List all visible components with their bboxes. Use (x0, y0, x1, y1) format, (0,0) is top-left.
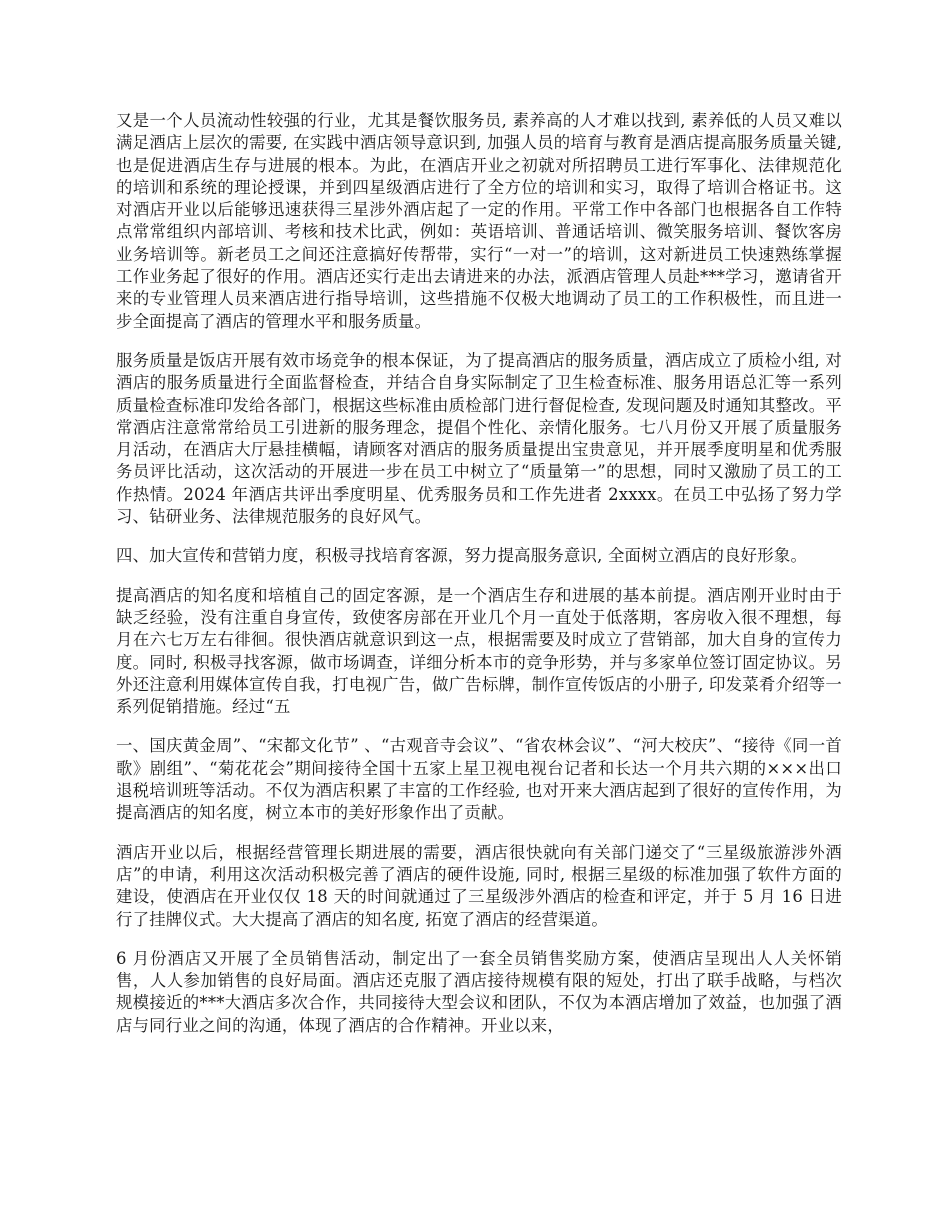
paragraph-events: 一、国庆黄金周”、“宋都文化节” 、“古观音寺会议”、“省农林会议”、“河大校庆”、“接待《同一首歌》剧组”、“菊花花会”期间接待全国十五家上星卫视电视台记者和长达一个月共六期的×××出口退税培训班等活动。不仅为酒店积累了丰富的工作经验, 也对开来大酒店起到了很好的宣传作用，为提高酒店的知名度，树立本市的美好形象作出了贡献。 (116, 736, 842, 823)
paragraph-service-quality: 服务质量是饭店开展有效市场竞争的根本保证，为了提高酒店的服务质量，酒店成立了质检小组, 对酒店的服务质量进行全面监督检查，并结合自身实际制定了卫生检查标准、服务用语总汇等一系列质量检查标准印发给各部门，根据这些标准由质检部门进行督促检查, 发现问题及时通知其整改。平常酒店注意常常给员工引进新的服务理念，提倡个性化、亲情化服务。七八月份又开展了质量服务月活动，在酒店大厅悬挂横幅，请顾客对酒店的服务质量提出宝贵意见，并开展季度明星和优秀服务员评比活动，这次活动的开展进一步在员工中树立了“质量第一”的思想，同时又激励了员工的工作热情。2024 年酒店共评出季度明星、优秀服务员和工作先进者 2xxxx。在员工中弘扬了努力学习、钻研业务、法律规范服务的良好风气。 (116, 350, 842, 527)
paragraph-publicity: 提高酒店的知名度和培植自己的固定客源，是一个酒店生存和进展的基本前提。酒店刚开业时由于缺乏经验，没有注重自身宣传，致使客房部在开业几个月一直处于低落期，客房收入很不理想，每月在六七万左右徘徊。很快酒店就意识到这一点，根据需要及时成立了营销部，加大自身的宣传力度。同时, 积极寻找客源，做市场调查，详细分析本市的竞争形势，并与多家单位签订固定协议。另外还注意利用媒体宣传自我，打电视广告，做广告标牌，制作宣传饭店的小册子, 印发菜肴介绍等一系列促销措施。经过“五 (116, 585, 842, 717)
paragraph-star-rating: 酒店开业以后，根据经营管理长期进展的需要，酒店很快就向有关部门递交了“三星级旅游涉外酒店”的申请，利用这次活动积极完善了酒店的硬件设施, 同时, 根据三星级的标准加强了软件方面的建设，使酒店在开业仅仅 18 天的时间就通过了三星级涉外酒店的检查和评定，并于 5 月 16 日进行了挂牌仪式。大大提高了酒店的知名度, 拓宽了酒店的经营渠道。 (116, 842, 842, 929)
section-heading-marketing: 四、加大宣传和营销力度，积极寻找培育客源，努力提高服务意识, 全面树立酒店的良好形象。 (116, 546, 808, 566)
paragraph-staff-training: 又是一个人员流动性较强的行业，尤其是餐饮服务员, 素养高的人才难以找到, 素养低的人员又难以满足酒店上层次的需要, 在实践中酒店领导意识到, 加强人员的培育与教育是酒店提高服务质量关键, 也是促进酒店生存与进展的根本。为此，在酒店开业之初就对所招聘员工进行军事化、法律规范化的培训和系统的理论授课，并到四星级酒店进行了全方位的培训和实习，取得了培训合格证书。这对酒店开业以后能够迅速获得三星涉外酒店起了一定的作用。平常工作中各部门也根据各自工作特点常常组织内部培训、考核和技术比武，例如：英语培训、普通话培训、微笑服务培训、餐饮客房业务培训等。新老员工之间还注意搞好传帮带，实行“一对一”的培训，这对新进员工快速熟练掌握工作业务起了很好的作用。酒店还实行走出去请进来的办法，派酒店管理人员赴***学习，邀请省开来的专业管理人员来酒店进行指导培训，这些措施不仅极大地调动了员工的工作积极性，而且进一步全面提高了酒店的管理水平和服务质量。 (116, 111, 842, 331)
paragraph-sales: 6 月份酒店又开展了全员销售活动，制定出了一套全员销售奖励方案，使酒店呈现出人人关怀销售，人人参加销售的良好局面。酒店还克服了酒店接待规模有限的短处，打出了联手战略，与档次规模接近的***大酒店多次合作，共同接待大型会议和团队，不仅为本酒店增加了效益，也加强了酒店与同行业之间的沟通，体现了酒店的合作精神。开业以来， (116, 948, 842, 1035)
document-body (116, 110, 842, 1054)
